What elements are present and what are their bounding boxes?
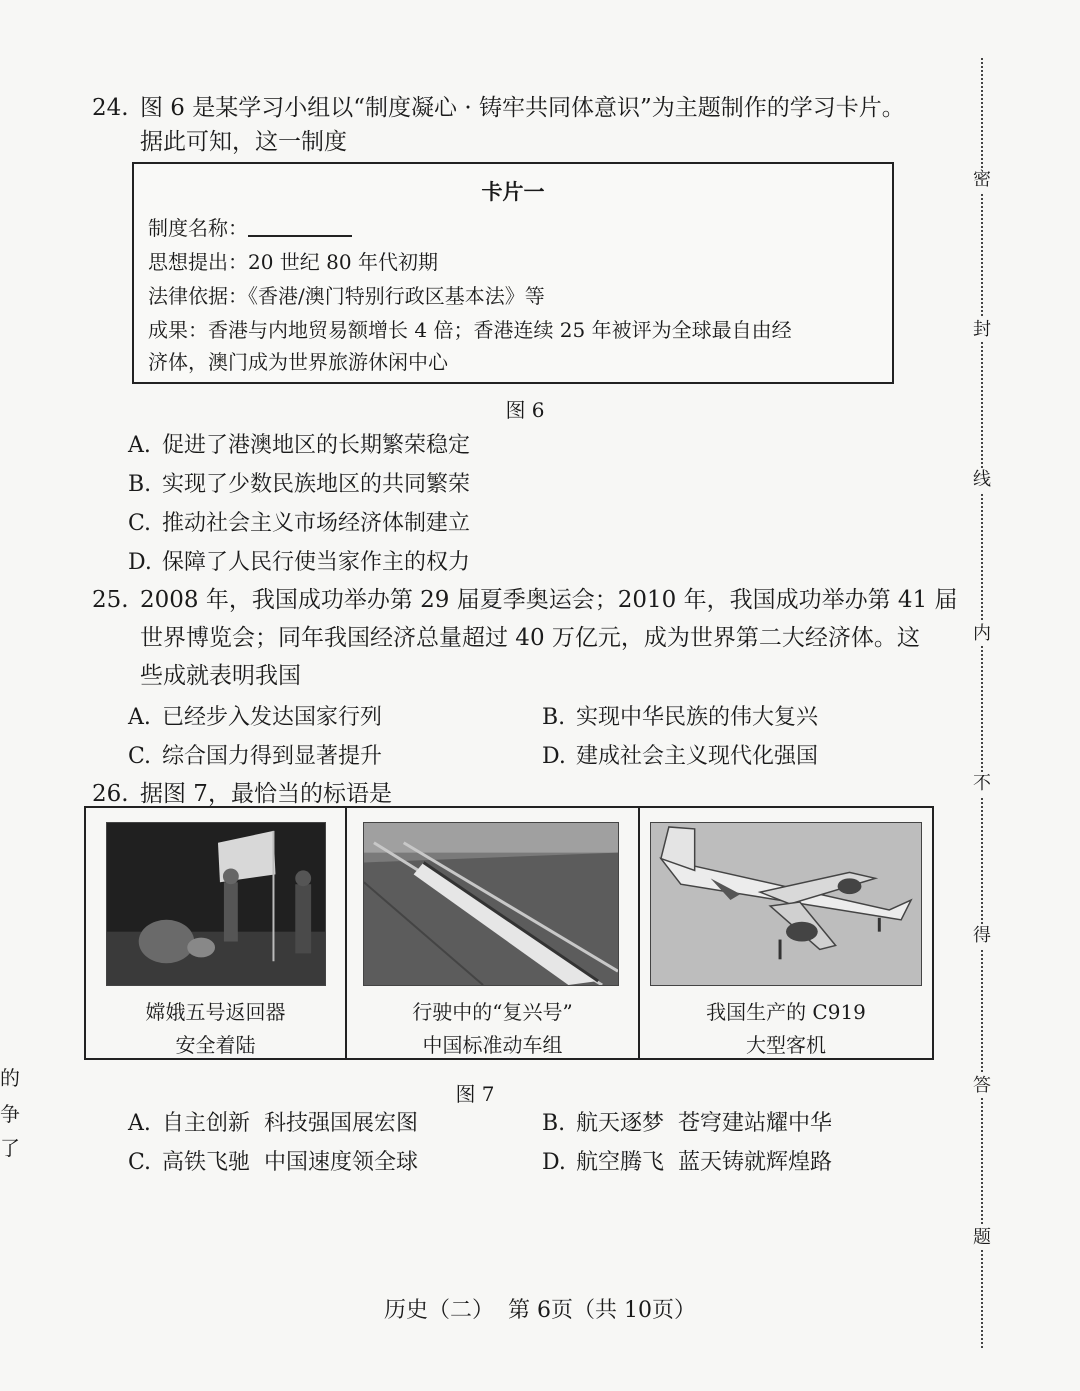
binding-char: 题 (969, 1226, 995, 1250)
option-24-c[interactable]: C. 推动社会主义市场经济体制建立 (128, 511, 471, 536)
binding-char: 答 (969, 1074, 995, 1098)
edge-fragment: 的 (0, 1066, 20, 1090)
binding-char: 封 (969, 318, 995, 342)
card-idea: 思想提出：20 世纪 80 年代初期 (148, 250, 438, 274)
option-24-d[interactable]: D. 保障了人民行使当家作主的权力 (128, 550, 471, 575)
question-text-cont: 世界博览会；同年我国经济总量超过 40 万亿元，成为世界第二大经济体。这 (140, 625, 920, 651)
option-25-c[interactable]: C. 综合国力得到显著提升 (128, 744, 383, 769)
card-result-cont: 济体，澳门成为世界旅游休闲中心 (148, 350, 448, 374)
option-25-b[interactable]: B. 实现中华民族的伟大复兴 (542, 705, 819, 730)
photo-c919-aircraft (650, 822, 922, 986)
binding-char: 得 (969, 924, 995, 948)
photo-caption: 我国生产的 C919 大型客机 (706, 1000, 866, 1057)
option-26-b[interactable]: B. 航天逐梦 苍穹建站耀中华 (542, 1111, 832, 1136)
option-26-d[interactable]: D. 航空腾飞 蓝天铸就辉煌路 (542, 1150, 832, 1175)
photo-cell-c919 (640, 808, 932, 1058)
option-24-b[interactable]: B. 实现了少数民族地区的共同繁荣 (128, 472, 471, 497)
question-text: 图 6 是某学习小组以“制度凝心 · 铸牢共同体意识”为主题制作的学习卡片。 (140, 95, 905, 121)
card-name-label: 制度名称： (148, 216, 248, 240)
photo-caption: 嫦娥五号返回器 安全着陆 (145, 1000, 286, 1057)
option-25-a[interactable]: A. 已经步入发达国家行列 (128, 705, 383, 730)
option-25-d[interactable]: D. 建成社会主义现代化强国 (542, 744, 819, 769)
option-26-a[interactable]: A. 自主创新 科技强国展宏图 (128, 1111, 418, 1136)
card-law: 法律依据：《香港/澳门特别行政区基本法》等 (148, 284, 545, 308)
option-24-a[interactable]: A. 促进了港澳地区的长期繁荣稳定 (128, 433, 471, 458)
question-number: 25. (92, 587, 129, 613)
card-system-name (148, 212, 352, 241)
card-title: 卡片一 (481, 179, 545, 204)
binding-char: 不 (969, 772, 995, 796)
photo-caption: 行驶中的“复兴号” 中国标准动车组 (412, 1000, 573, 1057)
binding-char: 线 (969, 468, 995, 492)
study-card (132, 162, 894, 384)
photo-cell-change5 (86, 808, 347, 1058)
answer-blank (248, 235, 352, 237)
card-result: 成果：香港与内地贸易额增长 4 倍；香港连续 25 年被评为全球最自由经 (148, 318, 792, 342)
question-number: 24. (92, 95, 129, 121)
figure-7-table (84, 806, 934, 1060)
binding-dotted-line (981, 58, 983, 1348)
edge-fragment: 了 (0, 1136, 20, 1160)
page-footer: 历史（二） 第 6页（共 10页） (384, 1298, 696, 1323)
question-text-cont: 据此可知，这一制度 (140, 129, 347, 155)
figure-7-caption: 图 7 (455, 1082, 495, 1106)
photo-cell-fuxing (347, 808, 640, 1058)
figure-6-caption: 图 6 (505, 398, 545, 422)
photo-change5-capsule (106, 822, 326, 986)
photo-fuxing-train (363, 822, 619, 986)
question-text: 2008 年，我国成功举办第 29 届夏季奥运会；2010 年，我国成功举办第 41 届 (140, 587, 958, 613)
option-26-c[interactable]: C. 高铁飞驰 中国速度领全球 (128, 1150, 418, 1175)
question-text-cont2: 些成就表明我国 (140, 663, 301, 689)
binding-char: 内 (969, 622, 995, 646)
binding-char: 密 (969, 168, 995, 192)
edge-fragment: 争 (0, 1102, 20, 1126)
question-number: 26. (92, 781, 129, 807)
question-text: 据图 7，最恰当的标语是 (140, 781, 392, 807)
